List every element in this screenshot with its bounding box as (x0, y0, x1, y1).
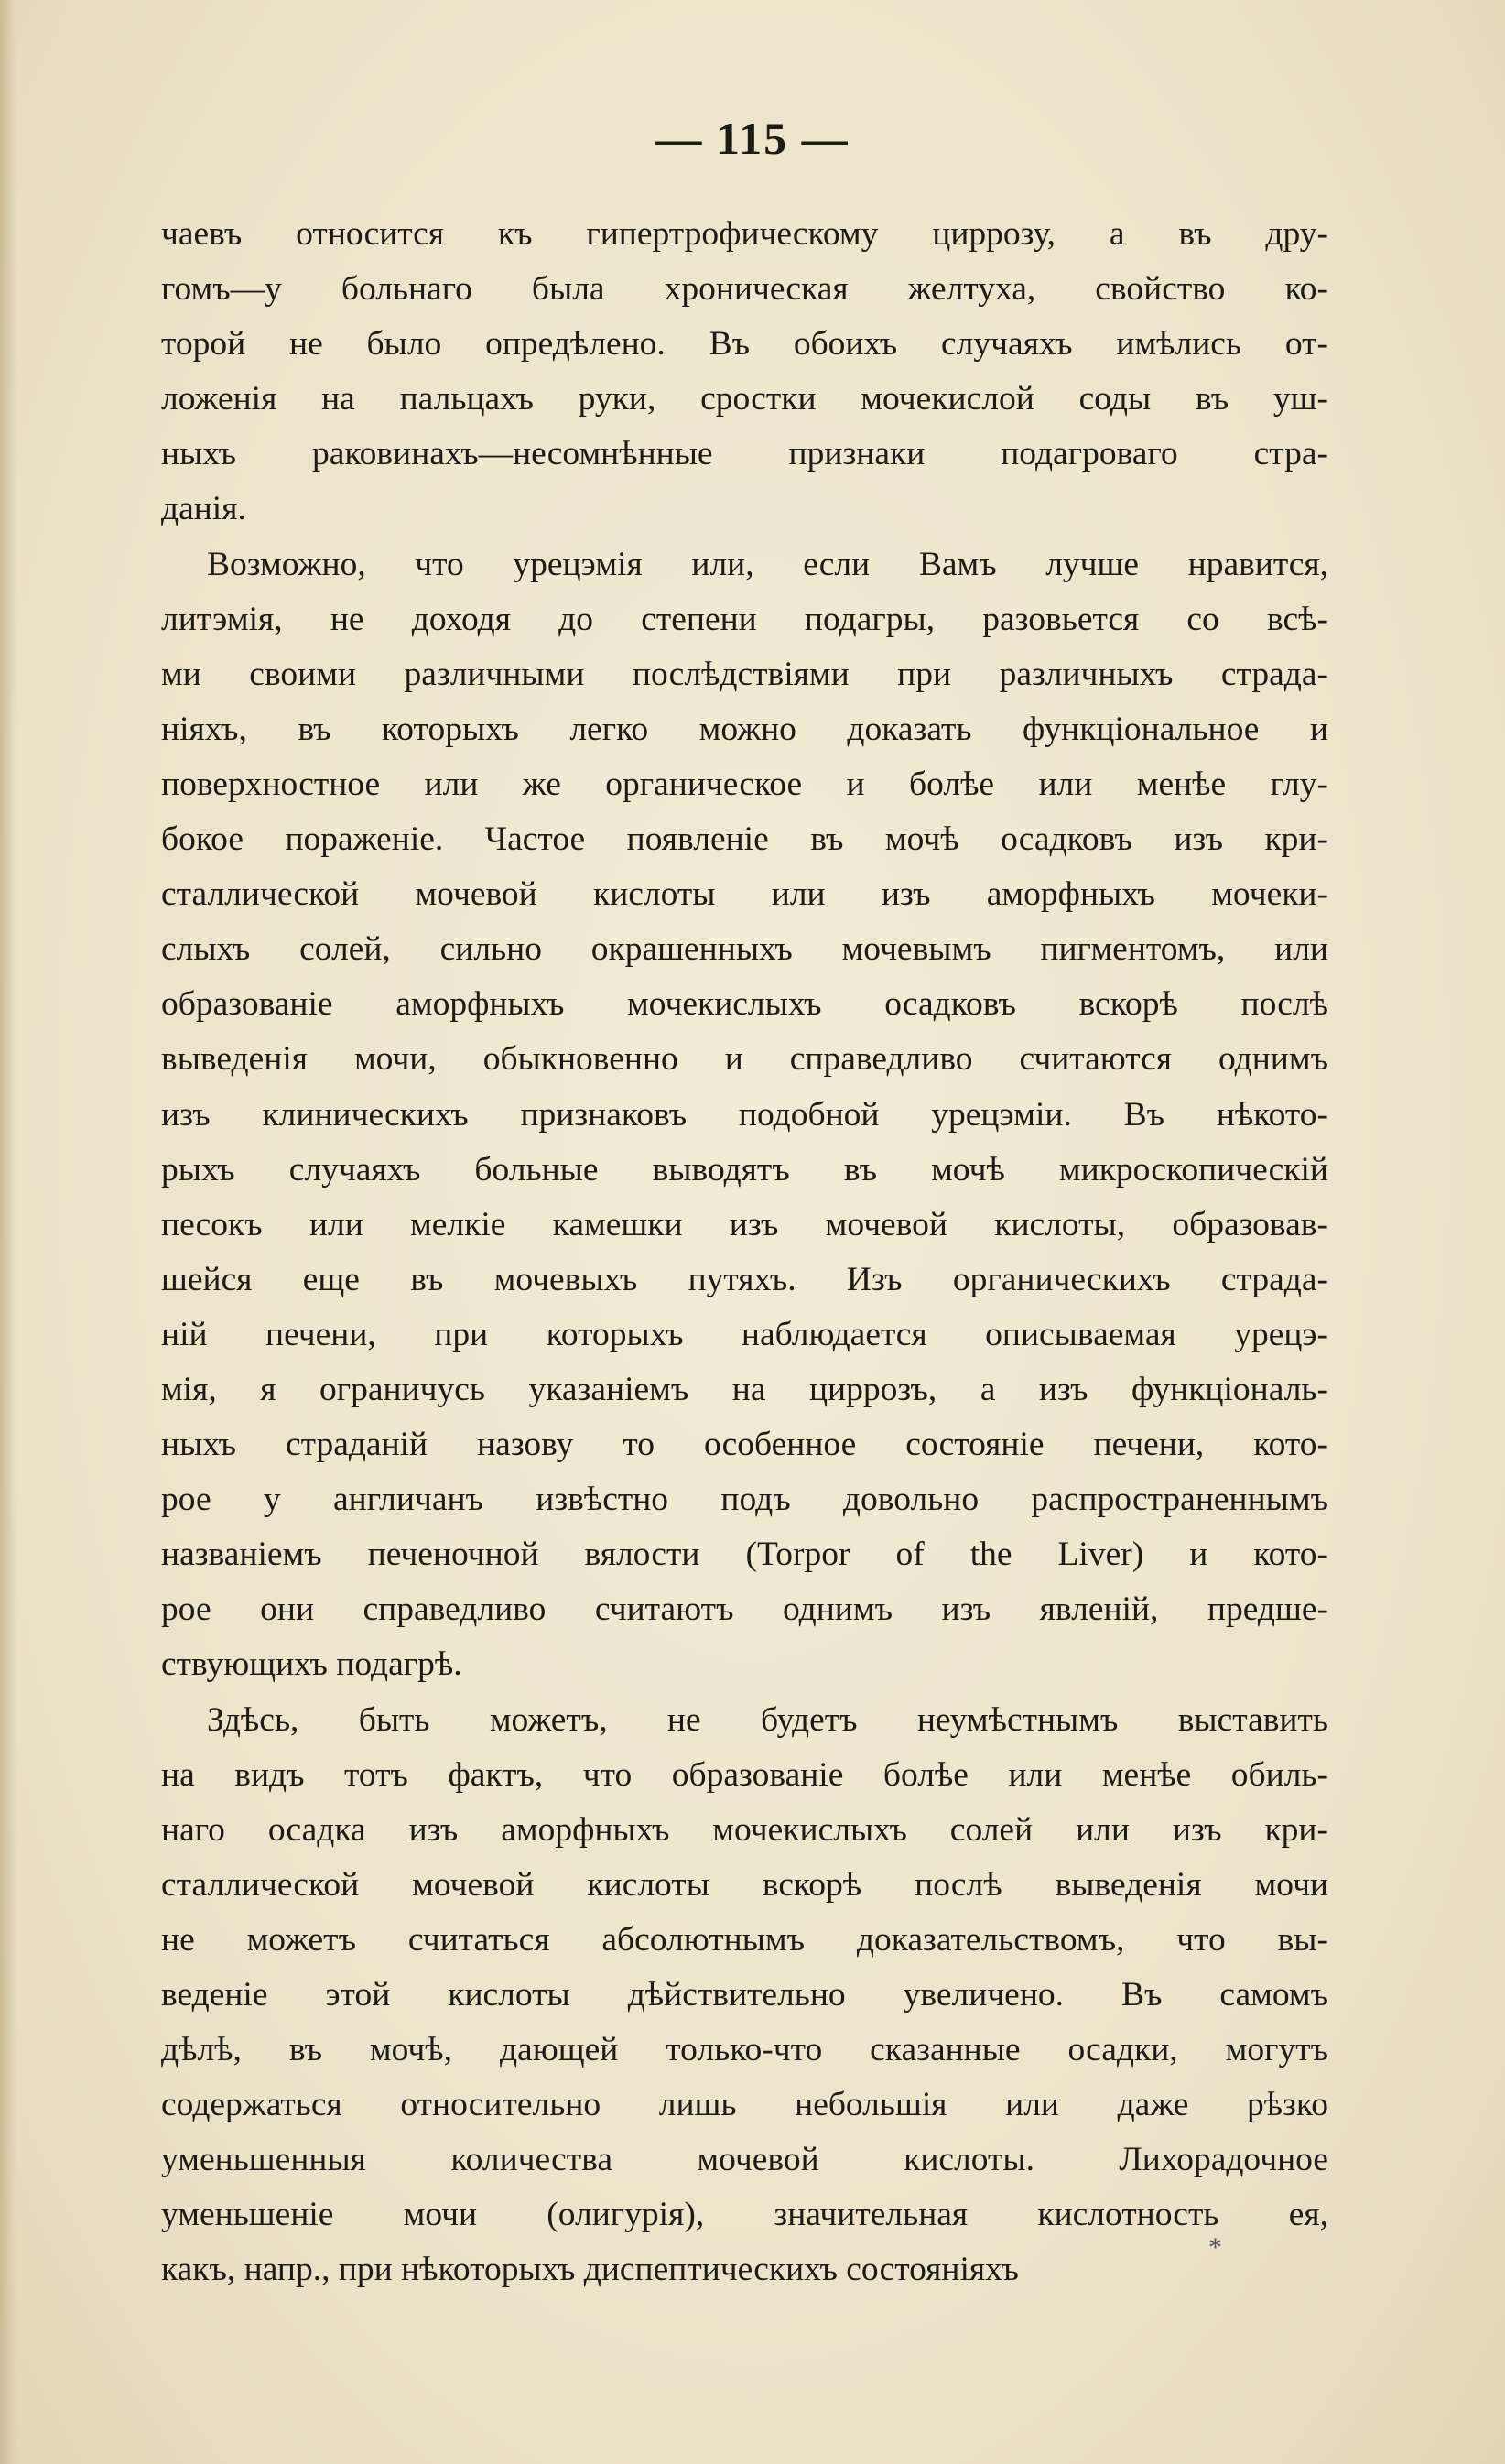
text-line: мія, я ограничусь указаніемъ на циррозъ, а изъ функціональ- (161, 1370, 1328, 1408)
text-line: наго осадка изъ аморфныхъ мочекислыхъ солей или изъ кри- (161, 1810, 1328, 1849)
text-line: данія. (161, 490, 246, 528)
text-line: шейся еще въ мочевыхъ путяхъ. Изъ органическихъ страда- (161, 1260, 1328, 1298)
text-line: образованіе аморфныхъ мочекислыхъ осадковъ вскорѣ послѣ (161, 985, 1328, 1024)
text-line: сталлической мочевой кислоты вскорѣ послѣ выведенія мочи (161, 1865, 1328, 1904)
page-edge-shadow (0, 0, 16, 2464)
page-number: — 115 — (655, 113, 850, 164)
paragraph (161, 537, 1328, 1693)
text-line: литэмія, не доходя до степени подагры, разовьется со всѣ- (161, 600, 1328, 638)
body-text (161, 207, 1328, 2298)
text-line: веденіе этой кислоты дѣйствительно увеличено. Въ самомъ (161, 1976, 1328, 2014)
text-line: ныхъ раковинахъ—несомнѣнные признаки подагроваго стра- (161, 435, 1328, 473)
footer-mark: * (1208, 2232, 1222, 2263)
text-line: слыхъ солей, сильно окрашенныхъ мочевымъ пигментомъ, или (161, 930, 1328, 969)
text-line: Возможно, что урецэмія или, если Вамъ лучше нравится, (207, 545, 1328, 583)
text-line: уменьшеніе мочи (олигурія), значительная кислотность ея, (161, 2196, 1328, 2234)
paragraph (161, 207, 1328, 537)
text-line: изъ клиническихъ признаковъ подобной урецэміи. Въ нѣкото- (161, 1095, 1328, 1134)
text-line: чаевъ относится къ гипертрофическому циррозу, а въ дру- (161, 215, 1328, 253)
text-line: гомъ—у больнаго была хроническая желтуха, свойство ко- (161, 270, 1328, 309)
text-line: какъ, напр., при нѣкоторыхъ диспептическихъ состояніяхъ (161, 2251, 1019, 2289)
text-line: не можетъ считаться абсолютнымъ доказательствомъ, что вы- (161, 1920, 1328, 1959)
text-line: ніяхъ, въ которыхъ легко можно доказать функціональное и (161, 710, 1328, 748)
text-line: ствующихъ подагрѣ. (161, 1645, 462, 1684)
text-line: уменьшенныя количества мочевой кислоты. Лихорадочное (161, 2141, 1328, 2179)
text-line: торой не было опредѣлено. Въ обоихъ случаяхъ имѣлись от- (161, 325, 1328, 364)
text-line: содержаться относительно лишь небольшія или даже рѣзко (161, 2086, 1328, 2124)
text-line: на видъ тотъ фактъ, что образованіе болѣе или менѣе обиль- (161, 1755, 1328, 1794)
text-line: песокъ или мелкіе камешки изъ мочевой кислоты, образовав- (161, 1205, 1328, 1243)
text-line: поверхностное или же органическое и болѣе или менѣе глу- (161, 765, 1328, 803)
text-line: ныхъ страданій назову то особенное состояніе печени, кото- (161, 1426, 1328, 1464)
text-line: названіемъ печеночной вялости (Torpor of the Liver) и кото- (161, 1536, 1328, 1574)
text-line: рыхъ случаяхъ больные выводятъ въ мочѣ микроскопическій (161, 1150, 1328, 1189)
text-line: ложенія на пальцахъ руки, сростки мочекислой соды въ уш- (161, 380, 1328, 418)
text-line: рое они справедливо считаютъ однимъ изъ явленій, предше- (161, 1590, 1328, 1629)
text-line: Здѣсь, быть можетъ, не будетъ неумѣстнымъ выставить (207, 1700, 1328, 1739)
text-line: выведенія мочи, обыкновенно и справедливо считаются однимъ (161, 1040, 1328, 1079)
text-line: ній печени, при которыхъ наблюдается описываемая урецэ- (161, 1315, 1328, 1353)
text-line: дѣлѣ, въ мочѣ, дающей только-что сказанные осадки, могутъ (161, 2031, 1328, 2069)
text-line: рое у англичанъ извѣстно подъ довольно распространеннымъ (161, 1481, 1328, 1519)
text-line: сталлической мочевой кислоты или изъ аморфныхъ мочеки- (161, 875, 1328, 914)
paragraph (161, 1693, 1328, 2298)
text-line: ми своими различными послѣдствіями при различныхъ страда- (161, 655, 1328, 693)
text-line: бокое пораженіе. Частое появленіе въ мочѣ осадковъ изъ кри- (161, 820, 1328, 859)
